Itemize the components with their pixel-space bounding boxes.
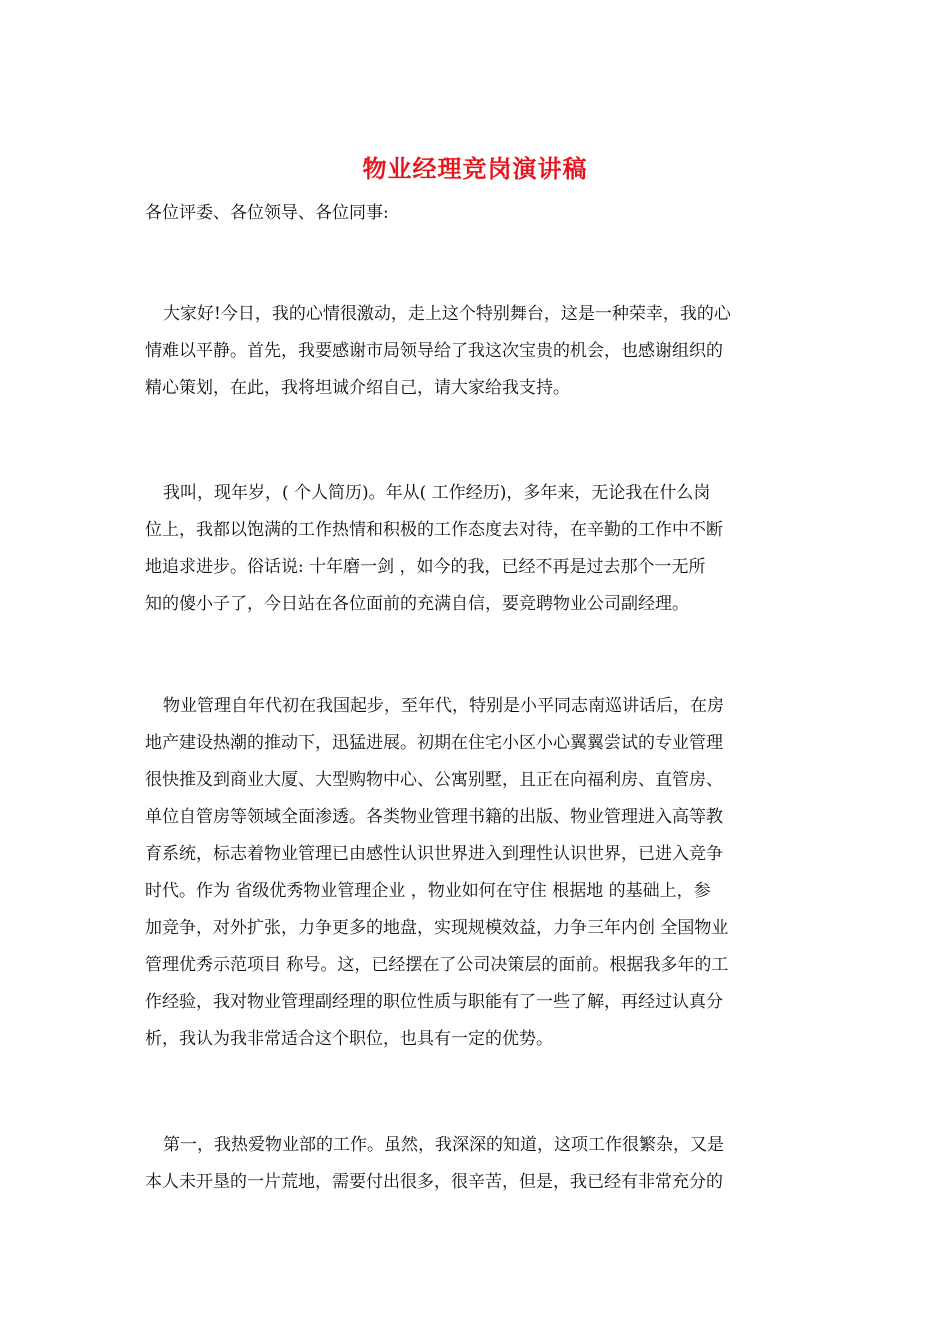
paragraph-line: 地产建设热潮的推动下，迅猛进展。初期在住宅小区小心翼翼尝试的专业管理 xyxy=(145,733,723,753)
paragraph-line: 第一，我热爱物业部的工作。虽然，我深深的知道，这项工作很繁杂，又是 xyxy=(163,1135,724,1155)
paragraph-3 xyxy=(145,688,815,1058)
paragraph-1 xyxy=(145,296,815,407)
paragraph-line: 精心策划，在此，我将坦诚介绍自己，请大家给我支持。 xyxy=(145,378,570,398)
paragraph-4 xyxy=(145,1127,815,1201)
paragraph-line: 加竞争，对外扩张，力争更多的地盘，实现规模效益，力争三年内创 全国物业 xyxy=(145,918,729,938)
paragraph-line: 物业管理自年代初在我国起步，至年代，特别是小平同志南巡讲话后，在房 xyxy=(163,696,724,716)
paragraph-line: 管理优秀示范项目 称号。这，已经摆在了公司决策层的面前。根据我多年的工 xyxy=(145,955,729,975)
paragraph-line: 大家好!今日，我的心情很激动，走上这个特别舞台，这是一种荣幸，我的心 xyxy=(163,304,731,324)
document-title: 物业经理竞岗演讲稿 xyxy=(362,154,588,183)
paragraph-line: 本人未开垦的一片荒地，需要付出很多，很辛苦，但是，我已经有非常充分的 xyxy=(145,1172,723,1192)
paragraph-line: 地追求进步。俗话说: 十年磨一剑 ，如今的我，已经不再是过去那个一无所 xyxy=(145,557,706,577)
paragraph-line: 作经验，我对物业管理副经理的职位性质与职能有了一些了解，再经过认真分 xyxy=(145,992,723,1012)
paragraph-line: 位上，我都以饱满的工作热情和积极的工作态度去对待，在辛勤的工作中不断 xyxy=(145,520,723,540)
paragraph-line: 很快推及到商业大厦、大型购物中心、公寓别墅，且正在向福利房、直管房、 xyxy=(145,770,723,790)
paragraph-2 xyxy=(145,475,815,623)
paragraph-line: 情难以平静。首先，我要感谢市局领导给了我这次宝贵的机会，也感谢组织的 xyxy=(145,341,723,361)
paragraph-line: 时代。作为 省级优秀物业管理企业 ，物业如何在守住 根据地 的基础上，参 xyxy=(145,881,711,901)
paragraph-line: 析，我认为我非常适合这个职位，也具有一定的优势。 xyxy=(145,1029,553,1049)
paragraph-line: 知的傻小子了，今日站在各位面前的充满自信，要竞聘物业公司副经理。 xyxy=(145,594,689,614)
paragraph-line: 单位自管房等领域全面渗透。各类物业管理书籍的出版、物业管理进入高等教 xyxy=(145,807,723,827)
salutation: 各位评委、各位领导、各位同事: xyxy=(145,203,389,223)
paragraph-line: 我叫，现年岁，( 个人简历)。年从( 工作经历)，多年来，无论我在什么岗 xyxy=(163,483,711,503)
paragraph-line: 育系统，标志着物业管理已由感性认识世界进入到理性认识世界，已进入竞争 xyxy=(145,844,723,864)
